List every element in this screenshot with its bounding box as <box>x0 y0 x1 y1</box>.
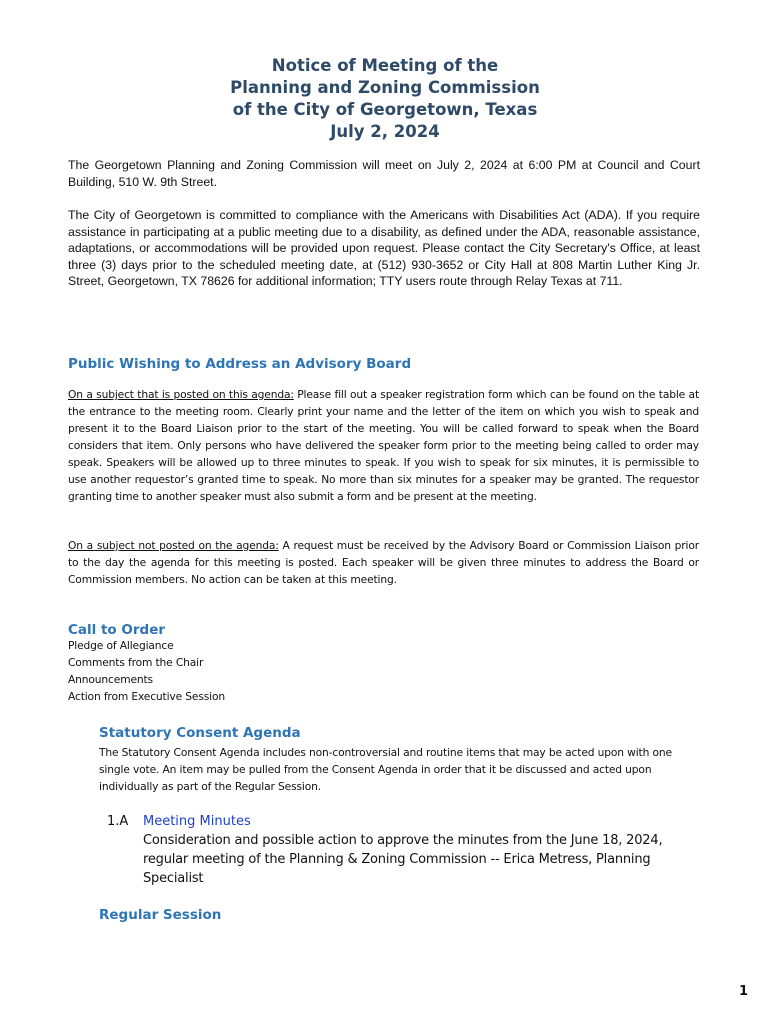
consent-agenda-heading: Statutory Consent Agenda <box>99 725 301 741</box>
list-item: Announcements <box>68 673 153 686</box>
meeting-minutes-link[interactable]: Meeting Minutes <box>143 814 251 829</box>
document-title <box>0 55 770 143</box>
not-posted-subject-text: A request must be received by the Advisory Board or Commission Liaison prior to the day the agenda for this meeting is posted. Each speaker will be given three minutes to address the Board or Commission members. No action can be taken at this meeting. <box>68 539 700 586</box>
title-line-3: of the City of Georgetown, Texas <box>232 100 538 119</box>
call-to-order-list <box>68 637 225 705</box>
page-number: 1 <box>738 984 748 999</box>
not-posted-subject-paragraph <box>68 537 699 588</box>
list-item: Action from Executive Session <box>68 690 225 703</box>
list-item: Comments from the Chair <box>68 656 204 669</box>
consent-agenda-description: The Statutory Consent Agenda includes non-controversial and routine items that may be acted upon with one single vote. An item may be pulled from the Consent Agenda in order that it be discussed and acted upon individually as part of the Regular Session. <box>99 746 672 793</box>
agenda-item-number: 1.A <box>107 814 129 829</box>
regular-session-heading: Regular Session <box>99 907 222 923</box>
title-line-2: Planning and Zoning Commission <box>230 78 540 97</box>
title-line-1: Notice of Meeting of the <box>271 56 499 75</box>
public-wishing-heading: Public Wishing to Address an Advisory Board <box>68 356 412 372</box>
list-item: Pledge of Allegiance <box>68 639 174 652</box>
posted-subject-text: Please fill out a speaker registration form which can be found on the table at the entrance to the meeting room. Clearly print your name and the letter of the item on which you wish to speak and present it to the Board Liaison prior to the start of the meeting. You will be called forward to speak when the Board considers that item. Only persons who have delivered the speaker form prior to the meeting being called to order may speak. Speakers will be allowed up to three minutes to speak. If you wish to speak for six minutes, it is permissible to use another requestor’s granted time to speak. No more than six minutes for a speaker may be granted. The requestor granting time to another speaker must also submit a form and be present at the meeting. <box>68 388 699 503</box>
ada-notice-paragraph: The City of Georgetown is committed to compliance with the Americans with Disabilities Act (ADA). If you require assistance in participating at a public meeting due to a disability, as defined under the ADA, reasonable assistance, adaptations, or accommodations will be provided upon request. Please contact the City Secretary's Office, at least three (3) days prior to the scheduled meeting date, at (512) 930-3652 or City Hall at 808 Martin Luther King Jr. Street, Georgetown, TX 78626 for additional information; TTY users route through Relay Texas at 711. <box>68 208 700 289</box>
title-line-4: July 2, 2024 <box>330 122 440 141</box>
agenda-item-description: Consideration and possible action to approve the minutes from the June 18, 2024, regular meeting of the Planning & Zoning Commission -- Erica Metress, Planning Specialist <box>143 833 663 886</box>
call-to-order-heading: Call to Order <box>68 622 166 638</box>
posted-subject-label: On a subject that is posted on this agenda: <box>68 388 294 401</box>
not-posted-subject-label: On a subject not posted on the agenda: <box>68 539 279 552</box>
posted-subject-paragraph <box>68 386 699 505</box>
meeting-info-paragraph: The Georgetown Planning and Zoning Commission will meet on July 2, 2024 at 6:00 PM at Council and Court Building, 510 W. 9th Street. <box>68 158 700 189</box>
